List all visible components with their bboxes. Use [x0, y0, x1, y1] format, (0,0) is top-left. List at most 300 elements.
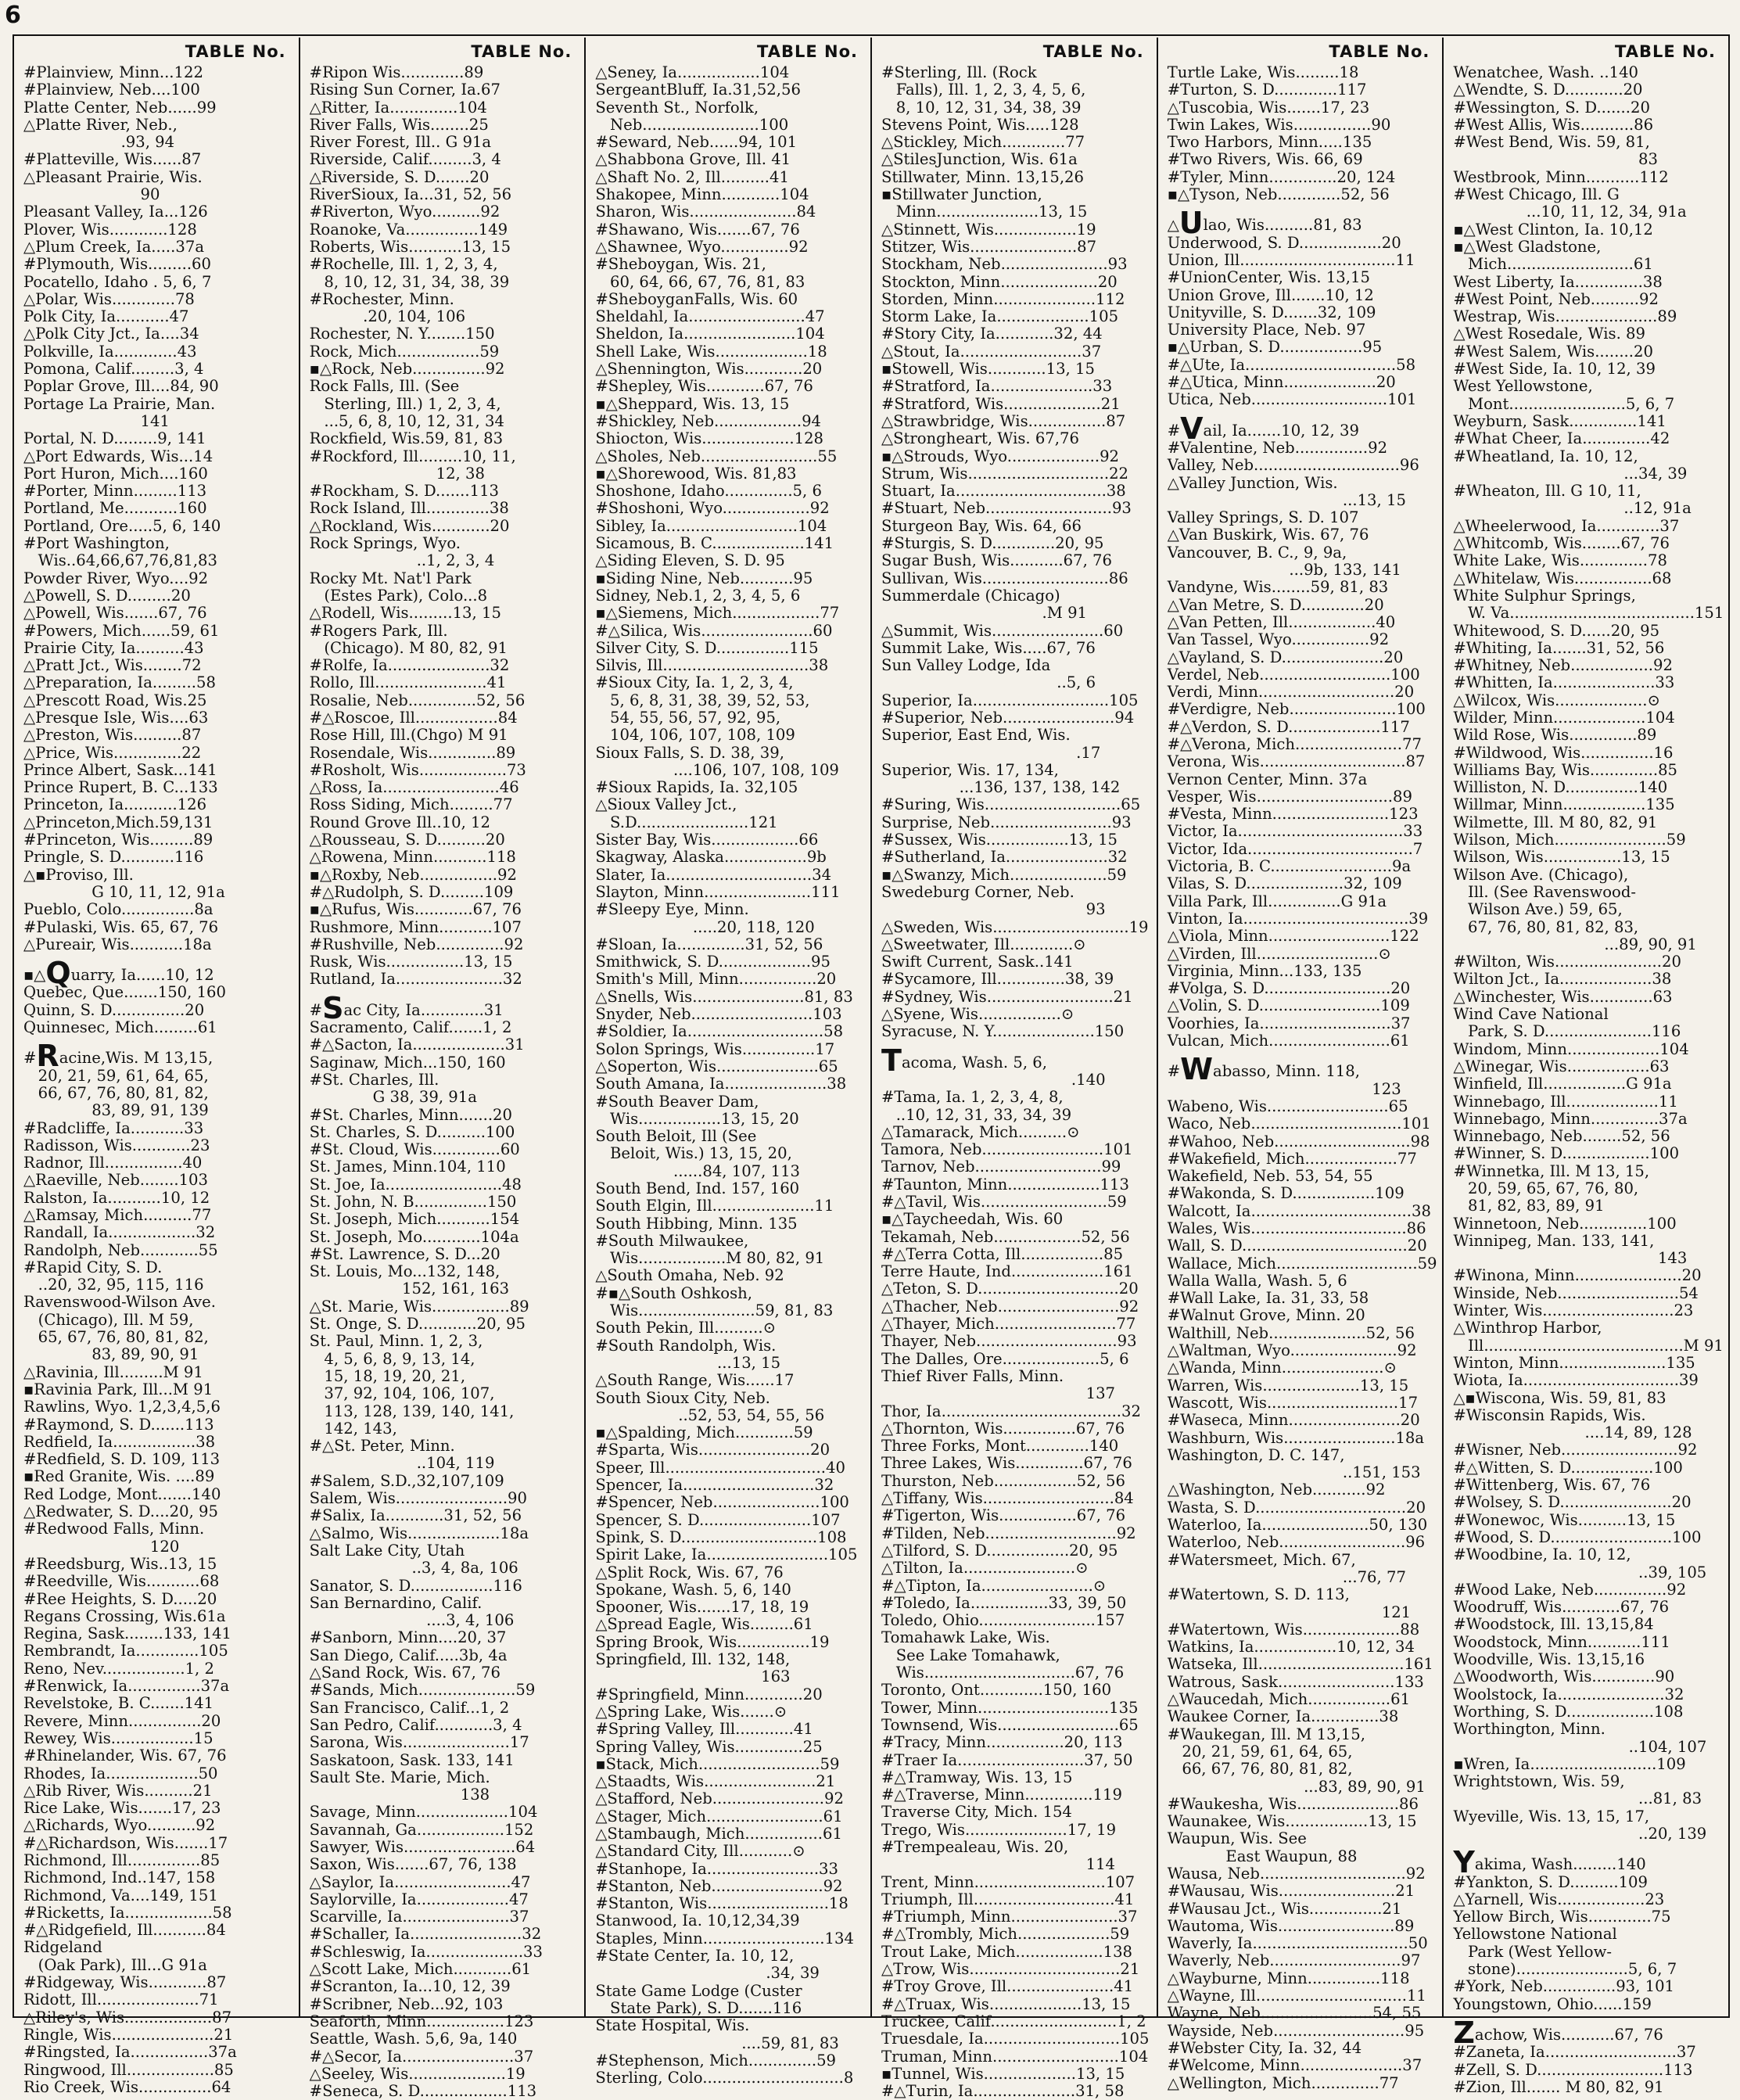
entry-text: #Suring, Wis............................65: [881, 795, 1141, 814]
index-entry: [881, 779, 1149, 796]
index-entry: [881, 1006, 1149, 1023]
index-entry: [1453, 831, 1720, 849]
entry-text: Watseka, Ill..............................161: [1167, 1655, 1433, 1674]
entry-text: △Price, Wis..............22: [23, 743, 202, 762]
index-entry: [881, 1891, 1149, 1908]
index-entry: [595, 81, 863, 99]
entry-text: #Zaneta, Ia...........................37: [1453, 2043, 1696, 2062]
entry-text: ▪△Taycheedah, Wis. 60: [881, 1210, 1064, 1229]
index-entry: [1168, 1621, 1435, 1639]
index-entry: [595, 1983, 863, 2000]
entry-text: #Taunton, Minn...................113: [881, 1175, 1129, 1194]
index-entry: [595, 779, 863, 796]
index-entry: [310, 2048, 577, 2066]
entry-text: △Sweetwater, Ill.............⊙: [881, 935, 1086, 953]
index-column: [300, 38, 587, 2100]
index-entry: [881, 396, 1149, 413]
index-entry: [1453, 919, 1720, 936]
entry-text: #△Tipton, Ia.......................⊙: [881, 1576, 1107, 1595]
index-entry: [23, 134, 291, 151]
index-entry: [1168, 788, 1435, 806]
index-entry: [23, 1207, 291, 1224]
index-entry: [1168, 1639, 1435, 1656]
entry-text: Sugar Bush, Wis...........67, 76: [881, 551, 1112, 570]
entry-text: Neb........................100: [595, 115, 789, 134]
entry-text: (Chicago), Ill. M 59,: [23, 1310, 194, 1329]
entry-text: South Hibbing, Minn. 135: [595, 1214, 798, 1233]
entry-text: Regina, Sask........133, 141: [23, 1624, 232, 1643]
entry-text: Round Grove Ill..10, 12: [309, 813, 490, 831]
entry-text: River Forest, Ill.. G 91a: [309, 133, 492, 152]
index-entry: [23, 623, 291, 640]
entry-text: Ill. (See Ravenswood-: [1453, 882, 1637, 901]
entry-text: ..5, 6: [881, 673, 1096, 692]
index-entry: [1453, 1477, 1720, 1494]
entry-text: #Plainview, Neb....100: [23, 81, 200, 99]
index-entry: [881, 1804, 1149, 1821]
entry-text: Saginaw, Mich...150, 160: [309, 1053, 506, 1072]
entry-text: Surprise, Neb.........................93: [881, 813, 1132, 831]
entry-text: Storm Lake, Ia...................105: [881, 307, 1119, 326]
entry-text: Watrous, Sask........................133: [1167, 1672, 1424, 1691]
index-entry: [310, 1908, 577, 1926]
index-entry: [1168, 910, 1435, 928]
index-entry: [1453, 134, 1720, 151]
entry-text: Worthington, Minn.: [1453, 1720, 1605, 1739]
index-entry: [23, 518, 291, 535]
entry-text: Toledo, Ohio........................157: [881, 1611, 1125, 1630]
entry-text: ..3, 4, 8a, 106: [309, 1559, 518, 1578]
entry-text: Rusk, Wis................13, 15: [309, 953, 513, 971]
index-entry: [310, 343, 577, 361]
index-entry: [595, 884, 863, 901]
index-entry: [310, 674, 577, 691]
entry-text: Sanator, S. D.................116: [309, 1576, 522, 1595]
entry-text: Summerdale (Chicago): [881, 586, 1060, 605]
index-entry: [1453, 1459, 1720, 1477]
entry-text: △Snells, Wis.......................81, 83: [595, 987, 853, 1006]
index-entry: [595, 256, 863, 273]
entry-text: Waco, Neb...............................101: [1167, 1115, 1431, 1133]
entry-text: Valley Springs, S. D. 107: [1167, 508, 1359, 527]
entry-text: Sun Valley Lodge, Ida: [881, 656, 1051, 675]
index-entry: [1168, 1726, 1435, 1743]
entry-text: Richmond, Va....149, 151: [23, 1886, 218, 1904]
entry-text: Truman, Minn..........................104: [881, 2047, 1149, 2066]
index-entry: [310, 1856, 577, 1873]
entry-text: △Raeville, Neb........103: [23, 1171, 208, 1190]
index-entry: [310, 117, 577, 134]
entry-text: Radnor, Ill................40: [23, 1154, 203, 1172]
entry-text: (Oak Park), Ill...G 91a: [23, 1955, 207, 1974]
entry-text: San Diego, Calif.....3b, 4a: [309, 1646, 508, 1664]
entry-text: Vulcan, Mich.........................61: [1167, 1032, 1410, 1050]
entry-text: State Park), S. D.......116: [595, 1998, 802, 2017]
entry-text: Verona, Wis..............................87: [1167, 752, 1426, 771]
index-entry: [23, 1887, 291, 1904]
index-entry: [1168, 1865, 1435, 1883]
index-entry: [1453, 1512, 1720, 1529]
entry-text: #Winnetka, Ill. M 13, 15,: [1453, 1161, 1650, 1180]
index-entry: [1453, 186, 1720, 203]
index-entry: [595, 1459, 863, 1477]
entry-text: Valley, Neb..............................96: [1167, 456, 1419, 475]
index-entry: [881, 1629, 1149, 1646]
entry-text: △Strawbridge, Wis................87: [881, 411, 1126, 430]
index-entry: [1453, 1944, 1720, 1961]
index-entry: [1453, 1996, 1720, 2013]
entry-text: Slater, Ia..............................34: [595, 865, 832, 884]
index-entry: [1168, 1552, 1435, 1569]
index-entry: [881, 709, 1149, 727]
index-entry: [595, 1721, 863, 1738]
index-entry: [23, 1503, 291, 1520]
index-entry: [881, 1316, 1149, 1333]
index-entry: [1453, 1111, 1720, 1128]
entry-text: 15, 18, 19, 20, 21,: [309, 1366, 466, 1385]
index-entry: [881, 1664, 1149, 1682]
index-entry: [1168, 963, 1435, 980]
entry-text: #Redfield, S. D. 109, 113: [23, 1450, 221, 1469]
entry-text: △Van Metre, S. D.............20: [1167, 595, 1384, 614]
index-entry: [1168, 1499, 1435, 1517]
entry-text: Vernon Center, Minn. 37a: [1167, 770, 1368, 788]
index-entry: [310, 1455, 577, 1472]
entry-text: #Sturgis, S. D.............20, 95: [881, 534, 1104, 553]
index-entry: [23, 2044, 291, 2061]
index-entry: [881, 64, 1149, 81]
entry-text: △Waltman, Wyo......................92: [1167, 1341, 1417, 1360]
entry-text: #Spencer, Neb......................100: [595, 1493, 849, 1512]
entry-text: △Powell, S. D.........20: [23, 586, 191, 605]
entry-text: Rollo, Ill.......................41: [309, 673, 507, 692]
entry-text: △South Range, Wis......17: [595, 1371, 795, 1390]
entry-text: #Sterling, Ill. (Rock: [881, 63, 1037, 81]
index-entry: [310, 151, 577, 168]
index-entry: [595, 867, 863, 884]
index-entry: [310, 867, 577, 884]
index-columns: [14, 38, 1728, 2100]
entry-text: Spencer, Ia...........................32: [595, 1476, 834, 1495]
index-entry: [881, 1043, 1149, 1078]
entry-text: South Sioux City, Neb.: [595, 1388, 770, 1407]
index-entry: [1453, 151, 1720, 168]
entry-text: 20, 21, 59, 61, 64, 65,: [23, 1066, 209, 1085]
entry-text: #Seneca, S. D..................113: [309, 2082, 537, 2100]
page-number: 6: [5, 2, 21, 29]
entry-text: Two Harbors, Minn.....135: [1167, 133, 1372, 152]
entry-text: White Lake, Wis..............78: [1453, 551, 1667, 570]
entry-text: 138: [309, 1786, 490, 1804]
index-entry: [1168, 1708, 1435, 1725]
index-entry: [1453, 971, 1720, 988]
index-entry: [881, 1926, 1149, 1943]
index-entry: [23, 1224, 291, 1241]
entry-text: Wausa, Neb..............................92: [1167, 1864, 1426, 1883]
column-header: TABLE No.: [471, 42, 572, 61]
index-column: [586, 38, 872, 2087]
index-entry: [595, 1041, 863, 1058]
index-entry: [310, 1246, 577, 1263]
index-entry: [595, 1197, 863, 1215]
entry-text: Wis..64,66,67,76,81,83: [23, 551, 217, 570]
index-column: [872, 38, 1158, 2100]
entry-text: △South Omaha, Neb. 92: [595, 1266, 784, 1285]
index-entry: [310, 1298, 577, 1316]
entry-text: #St. Charles, Minn.......20: [309, 1105, 512, 1124]
index-entry: [23, 1608, 291, 1625]
index-entry: [1168, 1830, 1435, 1847]
index-entry: [23, 552, 291, 569]
entry-text: Stockham, Neb......................93: [881, 255, 1128, 274]
entry-text: △Redwater, S. D....20, 95: [23, 1502, 218, 1521]
index-entry: [1453, 901, 1720, 918]
entry-text: #Ripon Wis.............89: [309, 63, 484, 81]
index-entry: [881, 1700, 1149, 1717]
entry-text: #Radcliffe, Ia...........33: [23, 1118, 204, 1137]
column-header: TABLE No.: [1329, 42, 1430, 61]
entry-text: Williston, N. D...............140: [1453, 778, 1668, 797]
index-entry: [23, 1991, 291, 2008]
index-entry: [1453, 2044, 1720, 2061]
index-entry: [1168, 1203, 1435, 1220]
entry-text: Spokane, Wash. 5, 6, 140: [595, 1580, 791, 1599]
entry-text: St. Onge, S. D............20, 95: [309, 1315, 526, 1334]
index-entry: [310, 849, 577, 866]
index-entry: [881, 901, 1149, 918]
entry-text: △Richards, Wyo..........92: [23, 1816, 216, 1835]
index-entry: [310, 413, 577, 430]
index-entry: [881, 134, 1149, 151]
index-entry: [1453, 1145, 1720, 1162]
index-entry: [310, 1158, 577, 1176]
entry-text: #△Utica, Minn...................20: [1167, 373, 1396, 392]
section-initial: Y: [1453, 1845, 1475, 1880]
entry-text: Sawyer, Wis.......................64: [309, 1837, 536, 1856]
entry-text: Revere, Minn...............20: [23, 1711, 221, 1730]
entry-text: Spring Valley, Wis..............25: [595, 1737, 823, 1756]
index-entry: [595, 745, 863, 762]
entry-text: Rawlins, Wyo. 1,2,3,4,5,6: [23, 1398, 221, 1416]
entry-text: Portal, N. D.........9, 141: [23, 429, 206, 448]
index-entry: [1167, 411, 1435, 446]
entry-text: Sheldon, Ia.......................104: [595, 325, 825, 343]
entry-text: △Wendte, S. D............20: [1453, 81, 1643, 99]
entry-text: Strum, Wis.............................22: [881, 464, 1129, 483]
index-entry: [1453, 623, 1720, 640]
entry-text: #Vesta, Minn........................123: [1167, 805, 1419, 824]
entry-text: ....59, 81, 83: [595, 2034, 839, 2052]
entry-text: △Viola, Minn.........................122: [1167, 927, 1419, 946]
index-entry: [595, 1441, 863, 1459]
entry-text: △Spring Lake, Wis.......⊙: [595, 1702, 787, 1721]
entry-text: #△Rudolph, S. D.........109: [309, 882, 514, 901]
index-entry: [310, 570, 577, 587]
entry-text: △Seney, Ia.................104: [595, 63, 790, 81]
entry-text: Townsend, Wis.........................65: [881, 1715, 1139, 1734]
entry-text: △Van Buskirk, Wis. 67, 76: [1167, 526, 1369, 544]
entry-text: Trego, Wis.....................17, 19: [881, 1820, 1117, 1839]
index-entry: [1453, 1874, 1720, 1891]
index-entry: [1453, 1215, 1720, 1233]
index-entry: [23, 1486, 291, 1503]
index-entry: [1453, 1319, 1720, 1337]
entry-text: △Stickley, Mich.............77: [881, 133, 1085, 152]
index-entry: [23, 901, 291, 918]
index-entry: [595, 623, 863, 640]
entry-text: #Wakefield, Mich...................77: [1167, 1149, 1417, 1168]
entry-text: #Reedsburg, Wis..13, 15: [23, 1554, 217, 1573]
entry-text: 67, 76, 80, 81, 82, 83,: [1453, 917, 1639, 936]
index-entry: [310, 1176, 577, 1194]
index-entry: [1453, 1825, 1720, 1843]
index-entry: [881, 727, 1149, 744]
index-entry: [595, 1634, 863, 1651]
entry-text: Silver City, S. D...............115: [595, 638, 819, 657]
entry-text: Three Forks, Mont.............140: [881, 1437, 1119, 1456]
index-entry: [595, 1581, 863, 1599]
index-entry: [23, 430, 291, 447]
index-entry: [1453, 81, 1720, 99]
index-entry: [595, 1895, 863, 1912]
index-entry: [310, 1211, 577, 1228]
index-entry: [881, 1944, 1149, 1961]
index-entry: [1168, 1464, 1435, 1481]
entry-text: #Platteville, Wis......87: [23, 150, 202, 169]
index-entry: [595, 64, 863, 81]
index-entry: [881, 1682, 1149, 1699]
index-entry: [1168, 1273, 1435, 1290]
entry-text: #△Witten, S. D.................100: [1453, 1458, 1683, 1477]
entry-text: #Rochelle, Ill. 1, 2, 3, 4,: [309, 255, 498, 274]
entry-text: #Shepley, Wis............67, 76: [595, 377, 813, 396]
index-entry: [1453, 239, 1720, 256]
entry-text: Yellowstone National: [1453, 1925, 1617, 1944]
entry-text: △Ross, Ia........................46: [309, 778, 519, 797]
entry-text: Mich..........................61: [1453, 255, 1653, 274]
entry-text: 83: [1453, 150, 1658, 169]
entry-text: △Shawnee, Wyo..............92: [595, 237, 809, 256]
entry-text: #Tracy, Minn................20, 113: [881, 1733, 1123, 1752]
entry-text: Skagway, Alaska.................9b: [595, 848, 827, 867]
index-entry: [1168, 1534, 1435, 1551]
index-entry: [595, 1250, 863, 1267]
index-entry: [595, 274, 863, 291]
entry-text: Winter, Wis...........................23: [1453, 1301, 1694, 1320]
index-entry: [595, 1390, 863, 1407]
index-entry: [23, 117, 291, 134]
entry-list: [23, 64, 291, 2096]
index-entry: [23, 674, 291, 691]
index-entry: [1168, 1813, 1435, 1830]
index-entry: [23, 1573, 291, 1590]
entry-text: Ross Siding, Mich.........77: [309, 795, 513, 814]
entry-text: △Whitcomb, Wis........67, 76: [1453, 534, 1670, 553]
index-entry: [881, 1141, 1149, 1158]
index-entry: [595, 448, 863, 465]
entry-text: Union, Ill................................11: [1167, 250, 1415, 269]
index-entry: [310, 1385, 577, 1402]
entry-text: Redfield, Ia.................38: [23, 1432, 216, 1451]
index-entry: [595, 692, 863, 709]
entry-text: #Sloan, Ia..............31, 52, 56: [595, 935, 823, 953]
index-entry: [23, 657, 291, 674]
index-entry: [1453, 1041, 1720, 1058]
index-entry: [881, 1822, 1149, 1839]
entry-text: Snyder, Neb.........................103: [595, 1005, 842, 1024]
entry-text: San Bernardino, Calif.: [309, 1593, 483, 1612]
entry-text: .17: [881, 743, 1101, 762]
entry-text: #What Cheer, Ia..............42: [1453, 429, 1670, 448]
entry-text: ▪Stowell, Wis............13, 15: [881, 360, 1095, 379]
entry-text: Sidney, Neb.1, 2, 3, 4, 5, 6: [595, 586, 801, 605]
entry-text: Sterling, Colo.............................8: [595, 2069, 854, 2087]
entry-text: ac City, Ia.............31: [343, 1000, 504, 1019]
entry-text: 12, 38: [309, 464, 485, 483]
index-entry: [23, 849, 291, 866]
entry-text: △StilesJunction, Wis. 61a: [881, 150, 1078, 169]
index-entry: [23, 796, 291, 813]
entry-text: Rosendale, Wis..............89: [309, 743, 516, 762]
index-entry: [23, 1190, 291, 1207]
index-entry: [310, 1786, 577, 1804]
index-entry: [595, 1302, 863, 1319]
entry-text: Rushmore, Minn...........107: [309, 917, 522, 936]
index-entry: [881, 587, 1149, 605]
entry-text: #Woodstock, Ill. 13,15,84: [1453, 1615, 1654, 1634]
section-initial: R: [36, 1039, 59, 1074]
entry-text: Scarville, Ia......................37: [309, 1908, 529, 1926]
entry-text: △Riley's, Wis..................87: [23, 2008, 232, 2026]
entry-text: Spirit Lake, Ia.........................105: [595, 1545, 858, 1564]
column-header: TABLE No.: [185, 42, 286, 61]
entry-text: #Whitney, Neb.................92: [1453, 656, 1673, 675]
entry-text: #State Center, Ia. 10, 12,: [595, 1947, 795, 1965]
entry-text: Ridott, Ill.....................71: [23, 1991, 219, 2009]
index-entry: [881, 1263, 1149, 1280]
index-entry: [881, 2048, 1149, 2066]
entry-text: #Yankton, S. D..........109: [1453, 1872, 1648, 1891]
index-entry: [881, 1124, 1149, 1141]
index-entry: [1168, 806, 1435, 823]
entry-text: △Standard City, Ill...........⊙: [595, 1842, 805, 1861]
index-entry: [1168, 1185, 1435, 1202]
entry-text: #△Verona, Mich......................77: [1167, 734, 1422, 753]
entry-text: Portland, Ore.....5, 6, 140: [23, 516, 221, 535]
entry-text: Quebec, Que.......150, 160: [23, 983, 226, 1002]
entry-text: △Riverside, S. D.......20: [309, 167, 490, 186]
entry-text: △Scott Lake, Mich............61: [309, 1960, 532, 1979]
entry-text: △Thayer, Mich.........................77: [881, 1315, 1136, 1334]
index-entry: [595, 413, 863, 430]
index-entry: [1168, 1115, 1435, 1133]
entry-text: Wyeville, Wis. 13, 15, 17,: [1453, 1807, 1650, 1825]
entry-text: #Zion, Ill....... M 80, 82, 91: [1453, 2077, 1664, 2096]
index-entry: [310, 1944, 577, 1961]
index-entry: [881, 953, 1149, 971]
index-entry: [595, 1861, 863, 1878]
index-entry: [881, 1752, 1149, 1769]
entry-text: #Raymond, S. D.......113: [23, 1415, 214, 1434]
entry-text: #Wausau Jct., Wis...............21: [1167, 1899, 1402, 1918]
entry-text: #Rochester, Minn.: [309, 289, 454, 308]
index-entry: [23, 692, 291, 709]
entry-text: Willmar, Minn.................135: [1453, 795, 1675, 814]
index-entry: [881, 1578, 1149, 1595]
entry-text: #Rockford, Ill.........10, 11,: [309, 447, 516, 465]
index-entry: [1453, 1058, 1720, 1075]
index-entry: [23, 325, 291, 343]
